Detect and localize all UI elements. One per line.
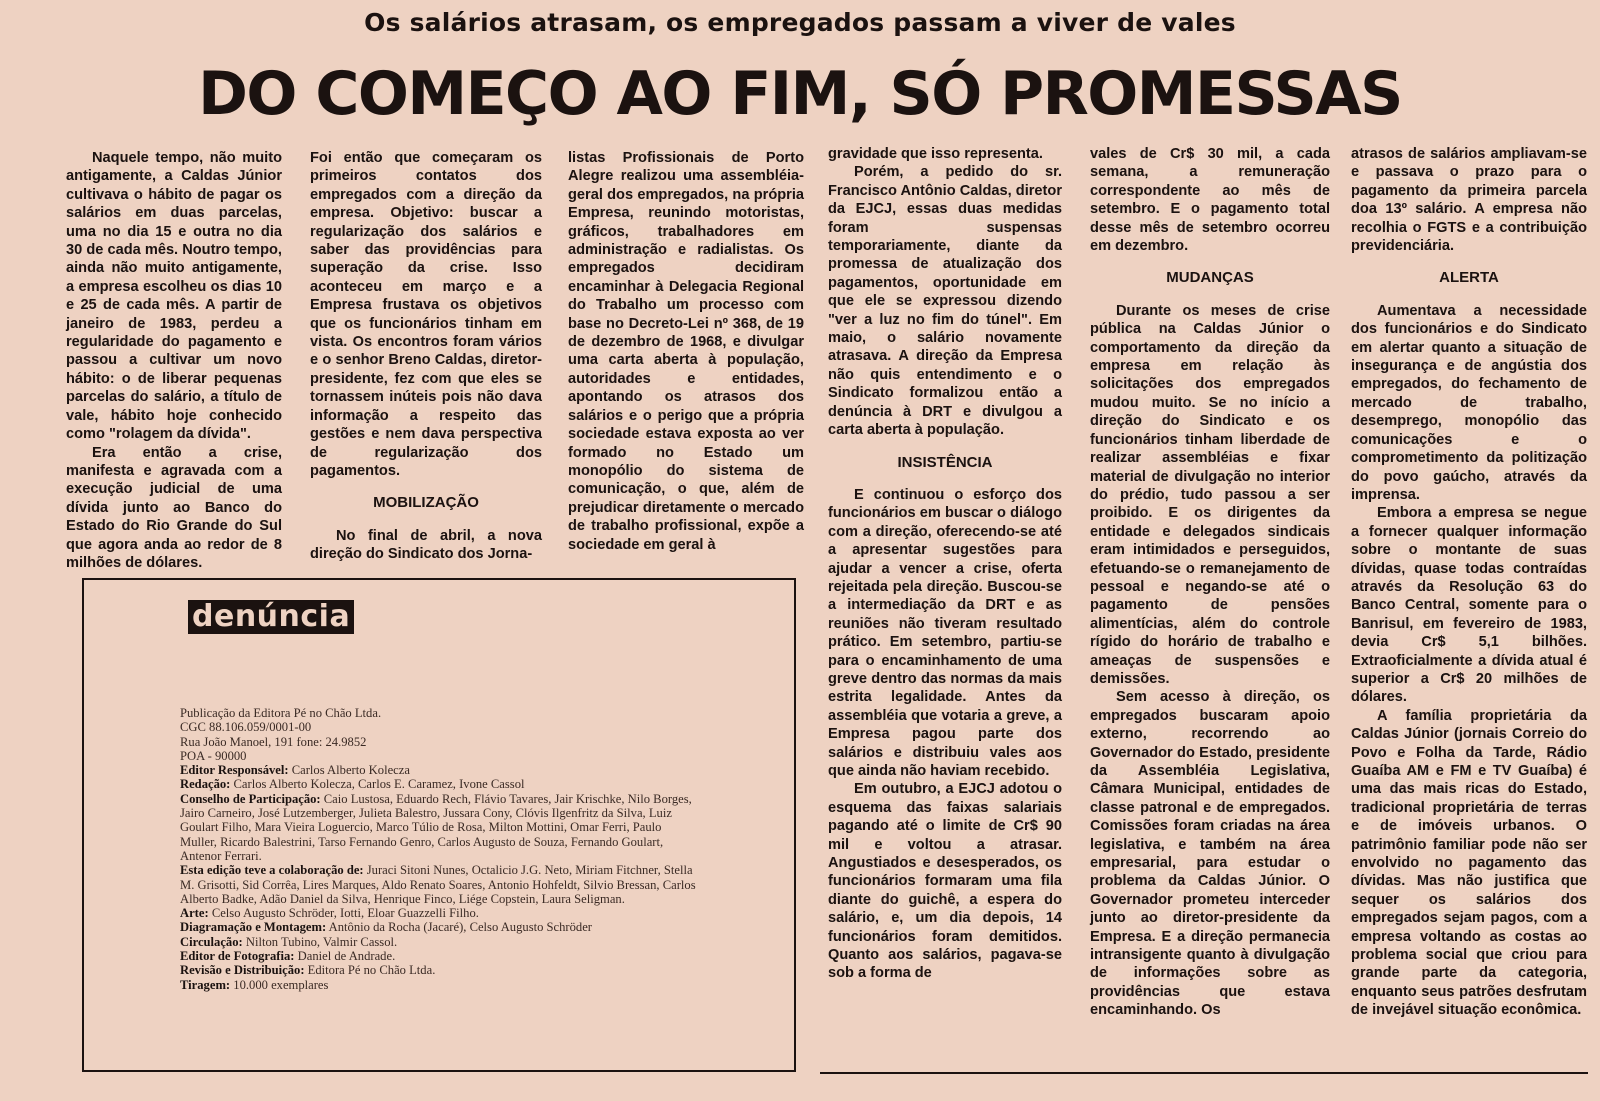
kicker-headline: Os salários atrasam, os empregados passam a viver de vales <box>364 8 1236 37</box>
article-column-6 <box>1351 145 1587 1020</box>
masthead-line-text: Nilton Tubino, Valmir Cassol. <box>242 934 398 949</box>
masthead-line-label: Tiragem: <box>180 977 231 992</box>
subheading-mobilizacao: MOBILIZAÇÃO <box>373 494 479 512</box>
paragraph: E continuou o esforço dos funcionários em buscar o diálogo com a direção, oferecendo-se até a apresentar sugestões para ajudar a vencer a crise, oferta rejeitada pela direção. Buscou-se a intermediação da DRT e as reuniões não tiveram resultado prático. Em setembro, partiu-se para o encaminhamento de uma greve dentro das normas da mais estrita legalidade. Antes da assembléia que votaria a greve, a Empresa pagou parte dos salários e distribuiu vales aos que ainda não haviam recebido. <box>828 486 1062 779</box>
paragraph: Embora a empresa se negue a fornecer qualquer informação sobre o montante de suas dívidas, quase todas contraídas através da Resolução 63 do Banco Central, somente para o Banrisul, em fevereiro de 1983, devia Cr$ 5,1 bilhões. Extraoficialmente a dívida atual é superior a Cr$ 20 milhões de dólares. <box>1351 505 1587 706</box>
masthead-line <box>180 706 700 720</box>
masthead-line <box>180 906 700 920</box>
paragraph: No final de abril, a nova direção do Sindicato dos Jorna- <box>310 527 542 563</box>
paragraph: A família proprietária da Caldas Júnior (jornais Correio do Povo e Folha da Tarde, Rádio Guaíba AM e FM e TV Guaíba) é uma das mais ricas do Estado, tradicional proprietária de terras e de imóveis urbanos. O patrimônio familiar pode não ser envolvido no pagamento das dívidas. Mas não justifica que sequer os salários dos empregados sejam pagos, com a empresa voltando as costas ao problema social que criou para grande parte da categoria, enquanto seus patrões desfrutam de invejável situação econômica. <box>1351 707 1587 1019</box>
masthead-line <box>180 935 700 949</box>
masthead-line-text: Caio Lustosa, Eduardo Rech, Flávio Tavares, Jair Krischke, Nilo Borges, Jairo Carneiro, José Lutzemberger, Julieta Balestro, Jussara Cony, Clóvis Ilgenfritz da Silva, Luiz Goulart Filho, Mara Vieira Loguercio, Marco Túlio de Rosa, Milton Mottini, Omar Ferri, Paulo Muller, Ricardo Balestrini, Tarso Fernando Genro, Carlos Augusto de Souza, Fernando Goulart, Antenor Ferrari. <box>180 791 692 863</box>
article-column-4 <box>828 145 1062 983</box>
paragraph: vales de Cr$ 30 mil, a cada semana, a remuneração correspondente ao mês de setembro. E o pagamento total desse mês de setembro ocorreu em dezembro. <box>1090 146 1330 255</box>
masthead-line-text: Carlos Alberto Kolecza, Carlos E. Caramez, Ivone Cassol <box>230 777 525 792</box>
masthead-line <box>180 963 700 977</box>
masthead-line <box>180 749 700 763</box>
masthead-line-label: Editor de Fotografia: <box>180 949 295 964</box>
masthead-line-text: Juraci Sitoni Nunes, Octalicio J.G. Neto, Miriam Fitchner, Stella M. Grisotti, Sid Corrêa, Lires Marques, Aldo Renato Soares, Antonio Hohfeldt, Silvio Bressan, Carlos Alberto Badke, Adão Daniel da Silva, Henrique Finco, Liége Copstein, Laura Seligman. <box>180 863 696 906</box>
masthead-box <box>82 578 796 1072</box>
masthead-line <box>180 792 700 863</box>
paragraph: Aumentava a necessidade dos funcionários e do Sindicato em alertar quanto a situação de insegurança e de angústia dos empregados, do fechamento de mercado de trabalho, desemprego, monopólio das comunicações e o comprometimento da politização do povo gaúcho, através da imprensa. <box>1351 302 1587 503</box>
masthead-line <box>180 920 700 934</box>
masthead-line-label: Conselho de Participação: <box>180 791 321 806</box>
masthead-line-text: Daniel de Andrade. <box>294 949 396 964</box>
masthead-line-label: Editor Responsável: <box>180 763 289 778</box>
masthead-line-text: Antônio da Rocha (Jacaré), Celso Augusto Schröder <box>326 920 592 935</box>
subheading-insistencia: INSISTÊNCIA <box>897 453 993 471</box>
subheading-alerta: ALERTA <box>1439 269 1499 287</box>
masthead-line-text: CGC 88.106.059/0001-00 <box>180 720 312 735</box>
masthead-line <box>180 735 700 749</box>
article-column-2 <box>310 149 542 564</box>
masthead-credits <box>180 706 700 992</box>
paragraph: Sem acesso à direção, os empregados buscaram apoio externo, recorrendo ao Governador do Estado, presidente da Assembléia Legislativa, Câmara Municipal, entidades de classe patronal e de empregados. Comissões foram criadas na área legislativa, e também na área empresarial, para estudar o problema da Caldas Júnior. O Governador prometeu interceder junto ao diretor-presidente da Empresa. E a direção permanecia intransigente quanto à divulgação de informações sobre as providências que estava encaminhando. Os <box>1090 689 1330 1019</box>
paragraph: atrasos de salários ampliavam-se e passava o prazo para o pagamento da primeira parcela doa 13º salário. A empresa não recolhia o FGTS e a contribuição previdenciária. <box>1351 146 1587 255</box>
paragraph: gravidade que isso representa. <box>828 146 1043 162</box>
masthead-line <box>180 763 700 777</box>
masthead-line-label: Arte: <box>180 906 209 921</box>
masthead-line-label: Esta edição teve a colaboração de: <box>180 863 364 878</box>
paragraph: Porém, a pedido do sr. Francisco Antônio Caldas, diretor da EJCJ, essas duas medidas foram suspensas temporariamente, diante da promessa de atualização dos pagamentos, oportunidade em que ele se expressou dizendo "ver a luz no fim do túnel". Em maio, o salário novamente atrasava. A direção da Empresa não quis entendimento e o Sindicato formalizou então a denúncia à DRT e divulgou a carta aberta à população. <box>828 164 1062 439</box>
paragraph: listas Profissionais de Porto Alegre realizou uma assembléia-geral dos empregados, na própria Empresa, reunindo motoristas, gráficos, trabalhadores em administração e radialistas. Os empregados decidiram encaminhar à Delegacia Regional do Trabalho um processo com base no Decreto-Lei nº 368, de 19 de dezembro de 1968, e divulgar uma carta aberta à população, autoridades e entidades, apontando os atrasos dos salários e o perigo que a própria sociedade estava exposta ao ver formado no Estado um monopólio do sistema de comunicação, o que, além de prejudicar diretamente o mercado de trabalho profissional, expõe a sociedade em geral à <box>568 150 804 553</box>
masthead-line-text: Editora Pé no Chão Ltda. <box>304 963 436 978</box>
main-headline: DO COMEÇO AO FIM, SÓ PROMESSAS <box>198 59 1402 129</box>
masthead-line-label: Circulação: <box>180 934 243 949</box>
masthead-line-label: Revisão e Distribuição: <box>180 963 305 978</box>
masthead-line-label: Redação: <box>180 777 231 792</box>
article-column-3 <box>568 149 804 554</box>
article-column-1 <box>66 149 282 572</box>
masthead-line-text: Celso Augusto Schröder, Iotti, Eloar Guazzelli Filho. <box>208 906 479 921</box>
masthead-line-text: 10.000 exemplares <box>230 977 329 992</box>
masthead-line <box>180 720 700 734</box>
subheading-mudancas: MUDANÇAS <box>1166 269 1254 287</box>
masthead-line <box>180 863 700 906</box>
paragraph: Em outubro, a EJCJ adotou o esquema das faixas salariais pagando até o limite de Cr$ 90 mil e voltou a atrasar. Angustiados e desesperados, os funcionários formaram uma fila diante do guichê, a espera do salário, e, um dia depois, 14 funcionários foram demitidos. Quanto aos salários, pagava-se sob a forma de <box>828 781 1062 982</box>
masthead-line <box>180 777 700 791</box>
masthead-line-text: Rua João Manoel, 191 fone: 24.9852 <box>180 734 367 749</box>
masthead-line-text: Carlos Alberto Kolecza <box>288 763 410 778</box>
paragraph: Naquele tempo, não muito antigamente, a Caldas Júnior cultivava o hábito de pagar os salários em duas parcelas, uma no dia 15 e outra no dia 30 de cada mês. Noutro tempo, ainda não muito antigamente, a empresa escolheu os dias 10 e 25 de cada mês. A partir de janeiro de 1983, perdeu a regularidade do pagamento e passou a cultivar um novo hábito: o de liberar pequenas parcelas do salário, a título de vale, hábito hoje conhecido como "rolagem da dívida". <box>66 150 282 443</box>
masthead-line-text: Publicação da Editora Pé no Chão Ltda. <box>180 706 382 720</box>
paragraph: Durante os meses de crise pública na Caldas Júnior o comportamento da direção da empresa em relação às solicitações dos empregados mudou muito. Se no início a direção do Sindicato e os funcionários tinham liberdade de realizar assembléias e fixar material de divulgação no interior do prédio, tudo passou a ser proibido. E os dirigentes da entidade e delegados sindicais eram intimidados e perseguidos, efetuando-se o remanejamento de pessoal e negando-se até o pagamento de pensões alimentícias, além do controle rígido do horário de trabalho e ameaças de suspensões e demissões. <box>1090 302 1330 687</box>
bottom-rule <box>820 1072 1588 1074</box>
masthead-line <box>180 949 700 963</box>
masthead-line-label: Diagramação e Montagem: <box>180 920 327 935</box>
paragraph: Era então a crise, manifesta e agravada com a execução judicial de uma dívida junto ao Banco do Estado do Rio Grande do Sul que agora anda ao redor de 8 milhões de dólares. <box>66 444 282 571</box>
masthead-line <box>180 978 700 992</box>
article-column-5 <box>1090 145 1330 1020</box>
paragraph: Foi então que começaram os primeiros contatos dos empregados com a direção da empresa. Objetivo: buscar a regularização dos salários e saber das providências para superação da crise. Isso aconteceu em março e a Empresa frustava os objetivos que os funcionários tinham em vista. Os encontros foram vários e o senhor Breno Caldas, diretor-presidente, fez com que eles se tornassem inúteis pois não dava informação a respeito das gestões e nem dava perspectiva de regularização dos pagamentos. <box>310 150 542 479</box>
denuncia-logo: denúncia <box>188 600 354 634</box>
masthead-line-text: POA - 90000 <box>180 748 247 763</box>
